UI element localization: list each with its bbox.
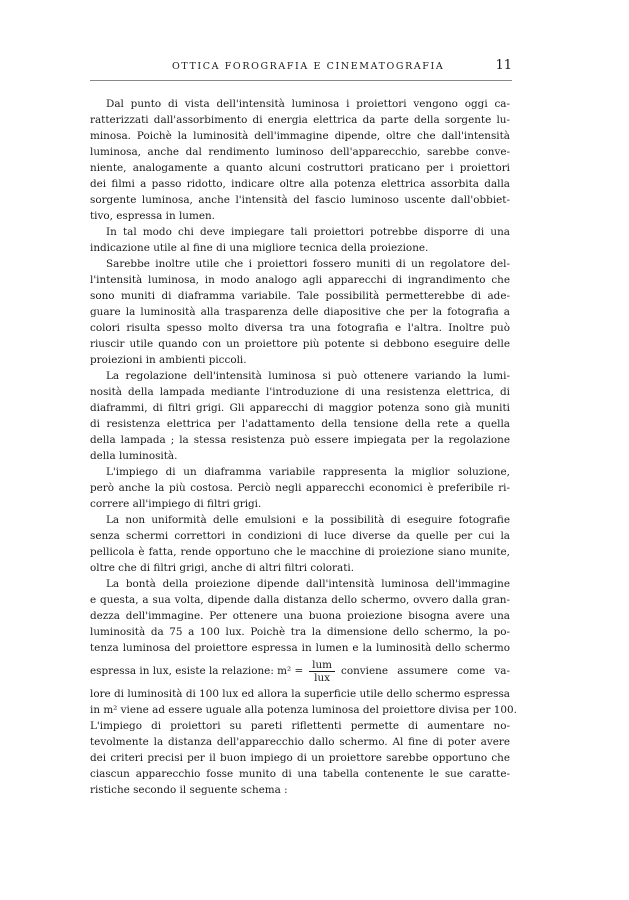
text-line: sorgente luminosa, anche l'intensità del fascio luminoso uscente dall'obbiet- (90, 194, 510, 206)
page-number: 11 (495, 58, 512, 73)
text-line: della lampada ; la stessa resistenza può essere impiegata per la regolazione (90, 434, 510, 446)
text-line: luminosa, anche dal rendimento luminoso dell'apparecchio, sarebbe conve- (90, 146, 510, 158)
text-line: La regolazione dell'intensità luminosa si può ottenere variando la lumi- (106, 370, 510, 382)
text-line: senza schermi correttori in condizioni di luce diverse da quelle per cui la (90, 530, 510, 542)
text-line: Sarebbe inoltre utile che i proiettori fossero muniti di un regolatore del- (106, 258, 510, 270)
fraction-numerator: lum (312, 658, 333, 671)
text-line: nosità della lampada mediante l'introduzione di una resistenza elettrica, di (90, 386, 510, 398)
fraction-denominator: lux (314, 671, 331, 684)
running-title: OTTICA FOROGRAFIA E CINEMATOGRAFIA (172, 61, 445, 72)
text-line: pellicola è fatta, rende opportuno che le macchine di proiezione siano munite, (90, 546, 510, 558)
text-line: tenza luminosa del proiettore espressa in lumen e la luminosità dello schermo (90, 642, 510, 654)
text-line: sono muniti di diaframma variabile. Tale possibilità permetterebbe di ade- (90, 290, 510, 302)
text-line: dei filmi a passo ridotto, indicare oltre alla potenza elettrica assorbita dalla (90, 178, 510, 190)
text-line: dei criteri precisi per il buon impiego di un proiettore sarebbe opportuno che (90, 752, 510, 764)
header-rule (90, 80, 512, 81)
text-line: La non uniformità delle emulsioni e la possibilità di eseguire fotografie (106, 514, 510, 526)
text-line: in m² viene ad essere uguale alla potenza luminosa del proiettore divisa per 100. (90, 704, 517, 716)
text-line: però anche la più costosa. Perciò negli apparecchi economici è preferibile ri- (90, 482, 510, 494)
formula-trail-text: conviene assumere come va- (341, 665, 510, 677)
text-line: niente, analogamente a quanto alcuni costruttori praticano per i proiettori (90, 162, 510, 174)
text-line: lore di luminosità di 100 lux ed allora la superficie utile dello schermo espressa (90, 688, 510, 700)
text-line: della luminosità. (90, 450, 178, 462)
body-text (90, 96, 517, 798)
text-line: oltre che di filtri grigi, anche di altri filtri colorati. (90, 562, 355, 574)
text-line: ratterizzati dall'assorbimento di energia elettrica da parte della sorgente lu- (90, 114, 510, 126)
text-line: luminosità da 75 a 100 lux. Poichè tra la dimensione dello schermo, la po- (90, 626, 510, 638)
formula-line (90, 656, 510, 686)
text-line: l'intensità luminosa, in modo analogo agli apparecchi di ingrandimento che (90, 274, 510, 286)
text-line: ristiche secondo il seguente schema : (90, 784, 288, 796)
text-line: tivo, espressa in lumen. (90, 210, 215, 222)
text-line: e questa, a sua volta, dipende dalla distanza dello schermo, ovvero dalla gran- (90, 594, 510, 606)
text-line: riuscir utile quando con un proiettore più potente si debbono eseguire delle (90, 338, 510, 350)
running-head (92, 58, 512, 78)
text-line: In tal modo chi deve impiegare tali proiettori potrebbe disporre di una (106, 226, 510, 238)
text-line: indicazione utile al fine di una migliore tecnica della proiezione. (90, 242, 429, 254)
text-line: dezza dell'immagine. Per ottenere una buona proiezione bisogna avere una (90, 610, 510, 622)
text-line: La bontà della proiezione dipende dall'intensità luminosa dell'immagine (106, 578, 510, 590)
text-line: correre all'impiego di filtri grigi. (90, 498, 262, 510)
text-line: Dal punto di vista dell'intensità luminosa i proiettori vengono oggi ca- (106, 98, 510, 110)
text-line: L'impiego di un diaframma variabile rappresenta la miglior soluzione, (106, 466, 510, 478)
fraction (309, 659, 335, 684)
text-line: ciascun apparecchio fosse munito di una tabella contenente le sue caratte- (90, 768, 510, 780)
text-line: minosa. Poichè la luminosità dell'immagine dipende, oltre che dall'intensità (90, 130, 510, 142)
formula-lead-text: espressa in lux, esiste la relazione: m² = (90, 665, 304, 677)
text-line: tevolmente la distanza dell'apparecchio dallo schermo. Al fine di poter avere (90, 736, 510, 748)
text-line: di resistenza elettrica per l'adattamento della tensione della rete a quella (90, 418, 510, 430)
text-line: guare la luminosità alla trasparenza delle diapositive che per la fotografia a (90, 306, 510, 318)
text-line: diaframmi, di filtri grigi. Gli apparecchi di maggior potenza sono già muniti (90, 402, 510, 414)
text-line: L'impiego di proiettori su pareti riflettenti permette di aumentare no- (90, 720, 510, 732)
text-line: colori risulta spesso molto diversa tra una fotografia e l'altra. Inoltre può (90, 322, 510, 334)
text-line: proiezioni in ambienti piccoli. (90, 354, 247, 366)
